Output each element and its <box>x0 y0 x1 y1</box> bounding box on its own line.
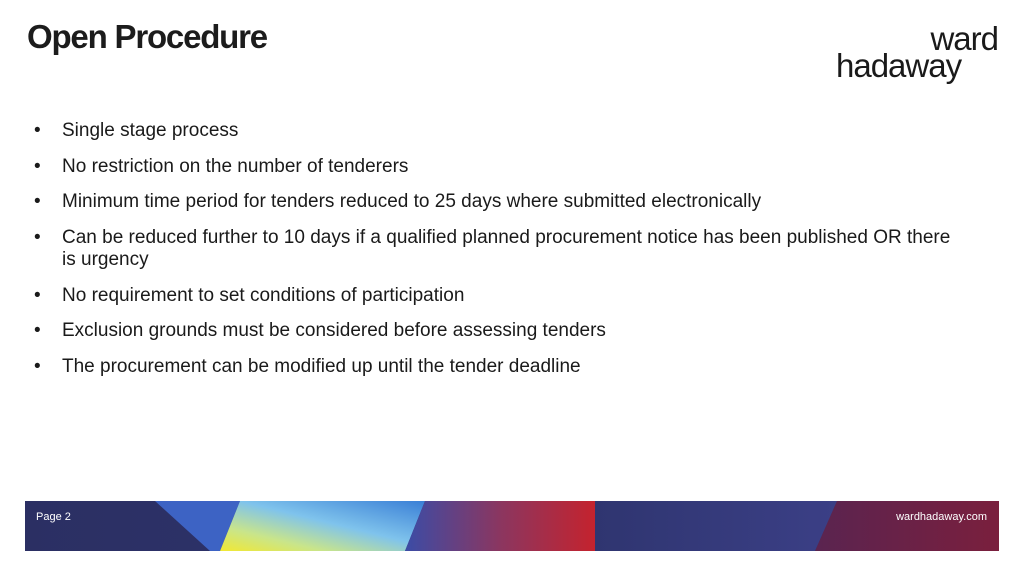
slide-title: Open Procedure <box>27 18 267 55</box>
footer-banner <box>25 501 999 551</box>
bullet-text: The procurement can be modified up until the tender deadline <box>62 356 581 378</box>
bullet-dot-icon: • <box>34 120 41 141</box>
bullet-dot-icon: • <box>34 284 41 306</box>
bullet-item <box>34 191 964 213</box>
bullet-text: Can be reduced further to 10 days if a qualified planned procurement notice has been published OR there is urgency <box>62 227 951 271</box>
bullet-item <box>34 356 964 378</box>
footer-maroon-stripe <box>815 501 999 551</box>
bullet-dot-icon: • <box>34 227 41 249</box>
website-link[interactable]: wardhadaway.com <box>896 511 987 523</box>
bullet-text: No restriction on the number of tenderers <box>62 155 409 177</box>
bullet-item <box>34 320 964 342</box>
bullet-dot-icon: • <box>34 191 41 213</box>
ward-hadaway-logo <box>834 22 1002 88</box>
page-number: Page 2 <box>36 511 71 523</box>
footer-red-stripe <box>405 501 595 551</box>
bullet-item <box>34 156 964 178</box>
footer-navy-stripe <box>595 501 837 551</box>
footer-graphic <box>25 501 999 551</box>
bullet-text: Exclusion grounds must be considered before assessing tenders <box>62 320 606 342</box>
bullet-dot-icon: • <box>34 155 41 177</box>
bullet-dot-icon: • <box>34 320 41 342</box>
bullet-text: No requirement to set conditions of participation <box>62 284 465 306</box>
logo-word-hadaway: hadaway <box>836 47 962 84</box>
bullet-text: Single stage process <box>62 120 239 141</box>
footer-light-stripe <box>220 501 425 551</box>
bullet-item <box>34 120 964 142</box>
bullet-item <box>34 227 964 271</box>
bullet-item <box>34 285 964 307</box>
logo-word-ward: ward <box>930 20 998 57</box>
bullet-dot-icon: • <box>34 356 41 378</box>
bullet-list <box>34 120 964 392</box>
bullet-text: Minimum time period for tenders reduced to 25 days where submitted electronically <box>62 191 762 213</box>
